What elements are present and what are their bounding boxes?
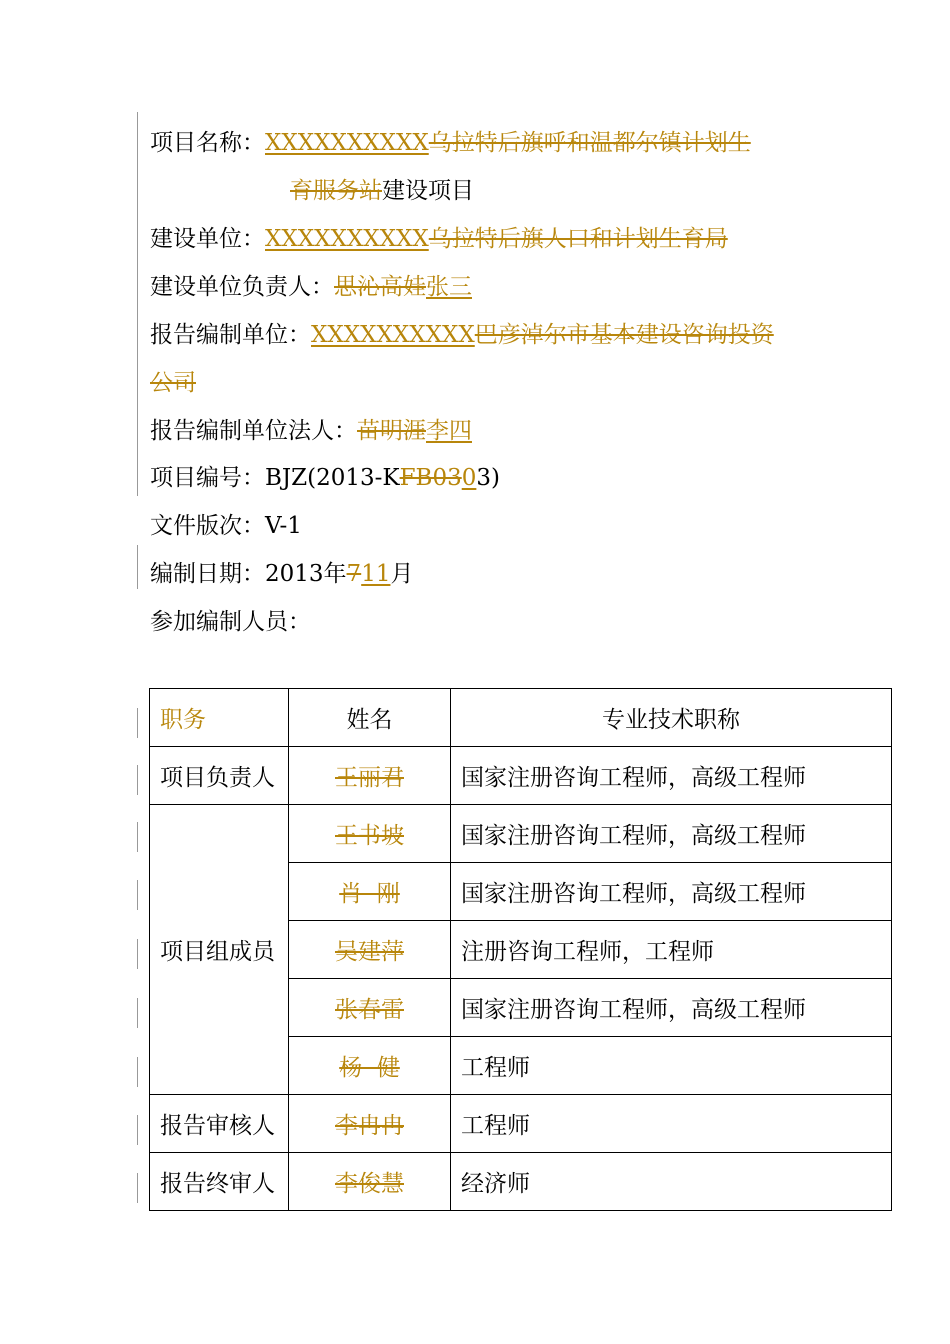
change-bar [137,112,138,496]
change-bar [137,880,138,910]
compiler-line-2 [150,368,196,398]
person-name: 王书坡 [335,823,404,849]
builder-head-line [150,272,472,302]
person-name: 王丽君 [335,765,404,791]
project-name-label: 项目名称： [150,130,265,156]
table-header-row [150,689,892,747]
date-prefix: 2013年 [265,561,347,587]
project-no-label: 项目编号： [150,465,265,491]
change-bar [137,822,138,852]
role-cell: 报告终审人 [150,1153,289,1211]
date-label: 编制日期： [150,561,265,587]
title-cell: 国家注册咨询工程师，高级工程师 [451,747,892,805]
change-bar [137,1115,138,1145]
title-cell: 国家注册咨询工程师，高级工程师 [451,805,892,863]
header-role: 职务 [150,689,289,747]
date-deleted: 7 [346,561,362,587]
person-name: 杨 健 [339,1055,400,1081]
project-no-inserted: 0 [461,465,477,491]
date-suffix: 月 [390,561,414,587]
change-bar [137,545,138,589]
role-cell: 项目组成员 [150,805,289,1095]
staff-table [149,688,892,1211]
compiler-inserted: XXXXXXXXXX [311,322,475,348]
project-name-line [150,128,751,158]
change-bar [137,708,138,738]
header-title: 专业技术职称 [451,689,892,747]
role-cell: 报告审核人 [150,1095,289,1153]
compiler-legal-inserted: 李四 [426,418,472,444]
title-cell: 国家注册咨询工程师，高级工程师 [451,979,892,1037]
builder-deleted: 乌拉特后旗人口和计划生育局 [428,226,728,252]
version-label: 文件版次： [150,513,265,539]
project-name-line-2 [290,176,474,206]
title-cell: 国家注册咨询工程师，高级工程师 [451,863,892,921]
change-bar [137,1173,138,1203]
person-name: 张春雷 [335,997,404,1023]
participants-label: 参加编制人员： [150,609,311,635]
title-cell: 注册咨询工程师，工程师 [451,921,892,979]
project-no-deleted: FB03 [399,465,462,491]
compiler-deleted-2: 公司 [150,370,196,396]
person-name: 李冉冉 [335,1113,404,1139]
header-name: 姓名 [289,689,451,747]
change-bar [137,998,138,1028]
change-bar [137,765,138,795]
project-name-deleted: 乌拉特后旗呼和温都尔镇计划生 [428,130,751,156]
project-name-deleted-2: 育服务站 [290,178,382,204]
table-row [150,805,892,863]
title-cell: 工程师 [451,1095,892,1153]
builder-label: 建设单位： [150,226,265,252]
compiler-line [150,320,774,350]
table-row [150,1153,892,1211]
compiler-legal-deleted: 苗明涯 [357,418,426,444]
compiler-legal-label: 报告编制单位法人： [150,418,357,444]
person-name: 肖 刚 [339,881,400,907]
project-no-line [150,463,500,493]
person-name: 吴建萍 [335,939,404,965]
date-inserted: 11 [361,561,391,587]
title-cell: 工程师 [451,1037,892,1095]
change-bar [137,939,138,969]
table-row [150,1095,892,1153]
project-no-suffix: 3) [476,465,500,491]
version-value: V-1 [265,513,302,539]
compiler-deleted: 巴彦淖尔市基本建设咨询投资 [474,322,774,348]
builder-head-label: 建设单位负责人： [150,274,334,300]
person-name: 李俊慧 [335,1171,404,1197]
builder-line [150,224,728,254]
builder-head-inserted: 张三 [426,274,472,300]
date-line [150,559,413,589]
compiler-label: 报告编制单位： [150,322,311,348]
compiler-legal-line [150,416,472,446]
title-cell: 经济师 [451,1153,892,1211]
change-bar [137,1057,138,1087]
builder-inserted: XXXXXXXXXX [265,226,429,252]
version-line [150,511,302,541]
project-no-prefix: BJZ(2013-K [265,465,400,491]
project-name-tail: 建设项目 [382,178,474,204]
builder-head-deleted: 思沁高娃 [334,274,426,300]
table-row [150,747,892,805]
role-cell: 项目负责人 [150,747,289,805]
project-name-inserted: XXXXXXXXXX [265,130,429,156]
